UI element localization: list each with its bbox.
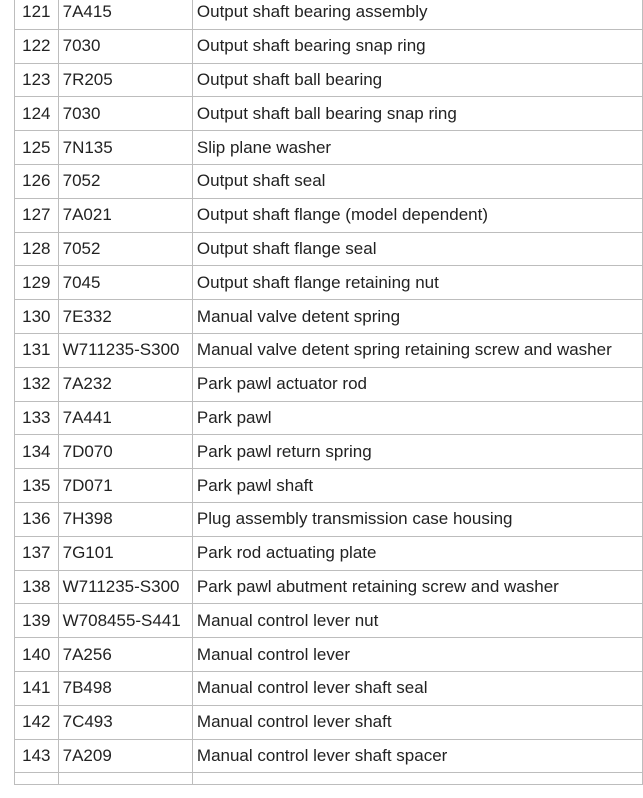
- part-number-cell: 7030: [58, 97, 192, 131]
- item-number-cell: 130: [15, 300, 59, 334]
- part-number-cell: 7G101: [58, 536, 192, 570]
- description-cell: Manual valve detent spring: [192, 300, 642, 334]
- description-cell: Park pawl actuator rod: [192, 367, 642, 401]
- table-row: [15, 29, 643, 63]
- part-number-cell: 7A256: [58, 638, 192, 672]
- item-number-cell: 140: [15, 638, 59, 672]
- table-row: [15, 367, 643, 401]
- part-number-cell: 7A209: [58, 739, 192, 773]
- table-row: [15, 638, 643, 672]
- item-number-cell: 133: [15, 401, 59, 435]
- table-row: [15, 266, 643, 300]
- table-row: [15, 232, 643, 266]
- part-number-cell: 7A232: [58, 367, 192, 401]
- part-number-cell: 7E332: [58, 300, 192, 334]
- empty-cell: [192, 773, 642, 785]
- part-number-cell: 7B498: [58, 671, 192, 705]
- description-cell: Park pawl return spring: [192, 435, 642, 469]
- item-number-cell: 136: [15, 502, 59, 536]
- description-cell: Slip plane washer: [192, 131, 642, 165]
- table-row: [15, 469, 643, 503]
- description-cell: Park rod actuating plate: [192, 536, 642, 570]
- table-row: [15, 198, 643, 232]
- part-number-cell: W711235-S300: [58, 570, 192, 604]
- table-row: [15, 671, 643, 705]
- description-cell: Manual valve detent spring retaining screw and washer: [192, 333, 642, 367]
- empty-cell: [15, 773, 59, 785]
- table-row: [15, 739, 643, 773]
- item-number-cell: 143: [15, 739, 59, 773]
- part-number-cell: 7N135: [58, 131, 192, 165]
- item-number-cell: 135: [15, 469, 59, 503]
- table-row: [15, 570, 643, 604]
- part-number-cell: 7H398: [58, 502, 192, 536]
- table-row: [15, 300, 643, 334]
- part-number-cell: W708455-S441: [58, 604, 192, 638]
- part-number-cell: 7030: [58, 29, 192, 63]
- part-number-cell: 7D070: [58, 435, 192, 469]
- item-number-cell: 132: [15, 367, 59, 401]
- part-number-cell: 7052: [58, 164, 192, 198]
- part-number-cell: 7D071: [58, 469, 192, 503]
- empty-cell: [58, 773, 192, 785]
- item-number-cell: 142: [15, 705, 59, 739]
- table-row-partial: [15, 773, 643, 785]
- part-number-cell: 7A441: [58, 401, 192, 435]
- item-number-cell: 125: [15, 131, 59, 165]
- item-number-cell: 139: [15, 604, 59, 638]
- item-number-cell: 121: [15, 0, 59, 29]
- description-cell: Output shaft seal: [192, 164, 642, 198]
- parts-table: [14, 0, 643, 785]
- item-number-cell: 122: [15, 29, 59, 63]
- description-cell: Output shaft ball bearing: [192, 63, 642, 97]
- part-number-cell: 7C493: [58, 705, 192, 739]
- item-number-cell: 127: [15, 198, 59, 232]
- part-number-cell: 7052: [58, 232, 192, 266]
- parts-table-body: [15, 0, 643, 785]
- part-number-cell: 7A415: [58, 0, 192, 29]
- description-cell: Plug assembly transmission case housing: [192, 502, 642, 536]
- description-cell: Output shaft flange seal: [192, 232, 642, 266]
- table-row: [15, 97, 643, 131]
- description-cell: Manual control lever nut: [192, 604, 642, 638]
- description-cell: Output shaft flange retaining nut: [192, 266, 642, 300]
- item-number-cell: 129: [15, 266, 59, 300]
- item-number-cell: 123: [15, 63, 59, 97]
- table-row: [15, 401, 643, 435]
- table-row: [15, 604, 643, 638]
- item-number-cell: 141: [15, 671, 59, 705]
- table-row: [15, 435, 643, 469]
- table-row: [15, 705, 643, 739]
- table-row: [15, 536, 643, 570]
- description-cell: Park pawl: [192, 401, 642, 435]
- part-number-cell: 7045: [58, 266, 192, 300]
- table-row: [15, 131, 643, 165]
- description-cell: Manual control lever shaft seal: [192, 671, 642, 705]
- table-row: [15, 0, 643, 29]
- table-row: [15, 502, 643, 536]
- item-number-cell: 124: [15, 97, 59, 131]
- description-cell: Manual control lever: [192, 638, 642, 672]
- table-row: [15, 333, 643, 367]
- table-row: [15, 164, 643, 198]
- item-number-cell: 137: [15, 536, 59, 570]
- description-cell: Park pawl abutment retaining screw and washer: [192, 570, 642, 604]
- description-cell: Output shaft bearing assembly: [192, 0, 642, 29]
- description-cell: Manual control lever shaft: [192, 705, 642, 739]
- item-number-cell: 128: [15, 232, 59, 266]
- item-number-cell: 134: [15, 435, 59, 469]
- part-number-cell: 7R205: [58, 63, 192, 97]
- item-number-cell: 131: [15, 333, 59, 367]
- description-cell: Output shaft flange (model dependent): [192, 198, 642, 232]
- part-number-cell: 7A021: [58, 198, 192, 232]
- description-cell: Manual control lever shaft spacer: [192, 739, 642, 773]
- description-cell: Output shaft ball bearing snap ring: [192, 97, 642, 131]
- item-number-cell: 138: [15, 570, 59, 604]
- part-number-cell: W711235-S300: [58, 333, 192, 367]
- description-cell: Park pawl shaft: [192, 469, 642, 503]
- table-row: [15, 63, 643, 97]
- description-cell: Output shaft bearing snap ring: [192, 29, 642, 63]
- item-number-cell: 126: [15, 164, 59, 198]
